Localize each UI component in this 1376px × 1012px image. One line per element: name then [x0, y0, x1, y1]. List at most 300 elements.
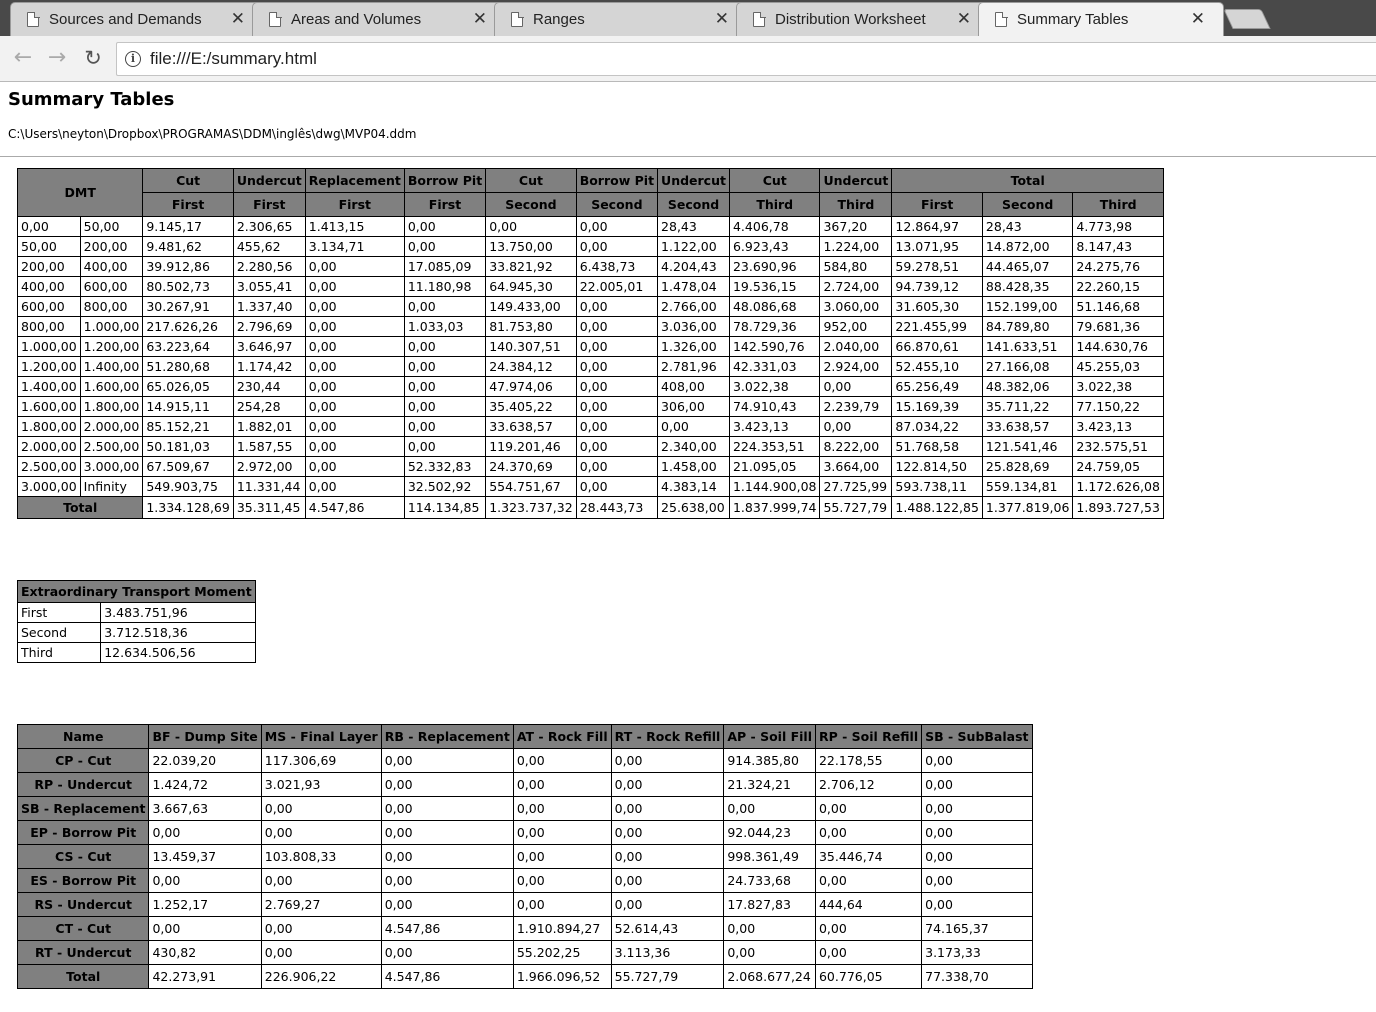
- value-cell: 12.864,97: [892, 217, 983, 237]
- value-cell: 35.405,22: [486, 397, 577, 417]
- dmt-to-cell: Infinity: [80, 477, 143, 497]
- value-cell: 455,62: [233, 237, 305, 257]
- column-subheader: Third: [820, 193, 892, 217]
- row-label: CT - Cut: [18, 917, 149, 941]
- table-row: [18, 773, 1033, 797]
- value-cell: 122.814,50: [892, 457, 983, 477]
- column-subheader: Second: [486, 193, 577, 217]
- column-group-header: Total: [892, 169, 1164, 193]
- table-row: [18, 603, 256, 623]
- value-cell: 17.827,83: [724, 893, 816, 917]
- column-subheader: First: [143, 193, 234, 217]
- column-group-header: Borrow Pit: [404, 169, 485, 193]
- total-cell: 1.377.819,06: [982, 497, 1073, 519]
- value-cell: 0,00: [381, 821, 513, 845]
- value-cell: 1.252,17: [149, 893, 261, 917]
- row-label: EP - Borrow Pit: [18, 821, 149, 845]
- tab-sources-and-demands[interactable]: [10, 2, 264, 36]
- value-cell: 0,00: [513, 797, 611, 821]
- value-cell: 408,00: [658, 377, 730, 397]
- value-cell: 3.113,36: [611, 941, 724, 965]
- value-cell: 0,00: [261, 869, 381, 893]
- value-cell: 952,00: [820, 317, 892, 337]
- value-cell: 1.882,01: [233, 417, 305, 437]
- value-cell: 0,00: [305, 397, 404, 417]
- value-cell: 52.614,43: [611, 917, 724, 941]
- column-subheader: Second: [658, 193, 730, 217]
- value-cell: 1.458,00: [658, 457, 730, 477]
- value-cell: 22.039,20: [149, 749, 261, 773]
- value-cell: 21.324,21: [724, 773, 816, 797]
- value-cell: 0,00: [576, 457, 657, 477]
- value-cell: 230,44: [233, 377, 305, 397]
- forward-arrow-icon[interactable]: →: [47, 45, 67, 70]
- dmt-to-cell: 50,00: [80, 217, 143, 237]
- value-cell: 28,43: [658, 217, 730, 237]
- column-group-header: Cut: [486, 169, 577, 193]
- row-label: CP - Cut: [18, 749, 149, 773]
- dmt-from-cell: 1.800,00: [18, 417, 81, 437]
- value-cell: 64.945,30: [486, 277, 577, 297]
- total-cell: 1.893.727,53: [1073, 497, 1164, 519]
- value-cell: 4.204,43: [658, 257, 730, 277]
- value-cell: 24.733,68: [724, 869, 816, 893]
- tab-summary-tables[interactable]: [978, 2, 1224, 36]
- value-cell: 33.638,57: [982, 417, 1073, 437]
- value-cell: 2.766,00: [658, 297, 730, 317]
- value-cell: 0,00: [381, 773, 513, 797]
- row-label: RS - Undercut: [18, 893, 149, 917]
- total-cell: 35.311,45: [233, 497, 305, 519]
- value-cell: 2.068.677,24: [724, 965, 816, 989]
- value-cell: 0,00: [576, 297, 657, 317]
- value-cell: 6.438,73: [576, 257, 657, 277]
- table-row: [18, 377, 1164, 397]
- value-cell: 2.340,00: [658, 437, 730, 457]
- value-cell: 4.547,86: [381, 917, 513, 941]
- table-row: [18, 623, 256, 643]
- value-cell: 2.239,79: [820, 397, 892, 417]
- value-cell: 0,00: [513, 821, 611, 845]
- value-cell: 21.095,05: [729, 457, 820, 477]
- dmt-from-cell: 1.400,00: [18, 377, 81, 397]
- value-cell: 3.646,97: [233, 337, 305, 357]
- page-icon: [27, 12, 39, 27]
- total-cell: 25.638,00: [658, 497, 730, 519]
- value-cell: 0,00: [724, 941, 816, 965]
- value-cell: 35.446,74: [815, 845, 921, 869]
- value-cell: 27.725,99: [820, 477, 892, 497]
- value-cell: 0,00: [404, 437, 485, 457]
- value-cell: 23.690,96: [729, 257, 820, 277]
- value-cell: 11.180,98: [404, 277, 485, 297]
- value-cell: 52.455,10: [892, 357, 983, 377]
- value-cell: 24.370,69: [486, 457, 577, 477]
- close-icon[interactable]: ✕: [230, 9, 245, 29]
- total-cell: 4.547,86: [305, 497, 404, 519]
- value-cell: 13.750,00: [486, 237, 577, 257]
- column-subheader: First: [305, 193, 404, 217]
- value-cell: 1.587,55: [233, 437, 305, 457]
- column-group-header: Cut: [729, 169, 820, 193]
- value-cell: 2.796,69: [233, 317, 305, 337]
- column-header: RP - Soil Refill: [815, 725, 921, 749]
- total-cell: 1.323.737,32: [486, 497, 577, 519]
- column-subheader: Third: [1073, 193, 1164, 217]
- tab-label: Ranges: [533, 11, 585, 28]
- table-row: [18, 277, 1164, 297]
- value-cell: 1.172.626,08: [1073, 477, 1164, 497]
- value-cell: 4.383,14: [658, 477, 730, 497]
- reload-icon[interactable]: ↻: [84, 46, 102, 70]
- table-row: [18, 257, 1164, 277]
- column-group-header: Replacement: [305, 169, 404, 193]
- value-cell: 0,00: [611, 869, 724, 893]
- dmt-to-cell: 1.800,00: [80, 397, 143, 417]
- tab-areas-and-volumes[interactable]: [252, 2, 506, 36]
- value-cell: 584,80: [820, 257, 892, 277]
- dmt-from-cell: 400,00: [18, 277, 81, 297]
- close-icon[interactable]: ✕: [1190, 9, 1205, 29]
- url-text: file:///E:/summary.html: [150, 49, 317, 68]
- value-cell: 0,00: [486, 217, 577, 237]
- close-icon[interactable]: ✕: [472, 9, 487, 29]
- value-cell: 0,00: [611, 773, 724, 797]
- table-row: [18, 917, 1033, 941]
- value-cell: 0,00: [305, 317, 404, 337]
- dmt-to-cell: 600,00: [80, 277, 143, 297]
- value-cell: 0,00: [305, 277, 404, 297]
- value-cell: 0,00: [815, 917, 921, 941]
- total-cell: 1.334.128,69: [143, 497, 234, 519]
- value-cell: 33.638,57: [486, 417, 577, 437]
- total-cell: 28.443,73: [576, 497, 657, 519]
- table-row: [18, 437, 1164, 457]
- info-icon[interactable]: i: [125, 51, 141, 67]
- value-cell: 0,00: [922, 869, 1032, 893]
- value-cell: 140.307,51: [486, 337, 577, 357]
- address-bar[interactable]: [116, 42, 1376, 76]
- tab-label: Sources and Demands: [49, 11, 202, 28]
- value-cell: 3.173,33: [922, 941, 1032, 965]
- value-cell: 0,00: [922, 821, 1032, 845]
- value-cell: 9.481,62: [143, 237, 234, 257]
- column-subheader: First: [404, 193, 485, 217]
- column-subheader: First: [892, 193, 983, 217]
- value-cell: 35.711,22: [982, 397, 1073, 417]
- value-cell: 22.005,01: [576, 277, 657, 297]
- dmt-to-cell: 1.600,00: [80, 377, 143, 397]
- value-cell: 42.331,03: [729, 357, 820, 377]
- dmt-from-cell: 1.000,00: [18, 337, 81, 357]
- column-subheader: Third: [729, 193, 820, 217]
- tab-distribution-worksheet[interactable]: [736, 2, 990, 36]
- dmt-to-cell: 2.000,00: [80, 417, 143, 437]
- back-arrow-icon[interactable]: ←: [13, 45, 33, 70]
- value-cell: 0,00: [305, 417, 404, 437]
- value-cell: 3.055,41: [233, 277, 305, 297]
- value-cell: 0,00: [305, 297, 404, 317]
- value-cell: 3.423,13: [1073, 417, 1164, 437]
- value-cell: 1.122,00: [658, 237, 730, 257]
- value-cell: 45.255,03: [1073, 357, 1164, 377]
- moment-value: 12.634.506,56: [101, 643, 256, 663]
- moment-value: 3.712.518,36: [101, 623, 256, 643]
- value-cell: 0,00: [513, 869, 611, 893]
- dmt-from-cell: 0,00: [18, 217, 81, 237]
- dmt-to-cell: 400,00: [80, 257, 143, 277]
- column-header: RT - Rock Refill: [611, 725, 724, 749]
- value-cell: 1.326,00: [658, 337, 730, 357]
- dmt-from-cell: 50,00: [18, 237, 81, 257]
- value-cell: 0,00: [820, 377, 892, 397]
- value-cell: 121.541,46: [982, 437, 1073, 457]
- value-cell: 2.781,96: [658, 357, 730, 377]
- value-cell: 3.664,00: [820, 457, 892, 477]
- dmt-from-cell: 1.200,00: [18, 357, 81, 377]
- tab-label: Areas and Volumes: [291, 11, 422, 28]
- value-cell: 2.769,27: [261, 893, 381, 917]
- value-cell: 226.906,22: [261, 965, 381, 989]
- column-group-header: Undercut: [820, 169, 892, 193]
- value-cell: 0,00: [611, 749, 724, 773]
- value-cell: 14.915,11: [143, 397, 234, 417]
- column-subheader: First: [233, 193, 305, 217]
- value-cell: 0,00: [576, 357, 657, 377]
- column-group-header: Borrow Pit: [576, 169, 657, 193]
- value-cell: 74.165,37: [922, 917, 1032, 941]
- value-cell: 48.086,68: [729, 297, 820, 317]
- value-cell: 3.134,71: [305, 237, 404, 257]
- value-cell: 8.222,00: [820, 437, 892, 457]
- value-cell: 0,00: [576, 417, 657, 437]
- new-tab-button[interactable]: [1223, 9, 1270, 29]
- value-cell: 1.424,72: [149, 773, 261, 797]
- value-cell: 0,00: [305, 257, 404, 277]
- value-cell: 59.278,51: [892, 257, 983, 277]
- dmt-from-cell: 2.500,00: [18, 457, 81, 477]
- column-header: RB - Replacement: [381, 725, 513, 749]
- value-cell: 63.223,64: [143, 337, 234, 357]
- value-cell: 65.026,05: [143, 377, 234, 397]
- value-cell: 47.974,06: [486, 377, 577, 397]
- value-cell: 0,00: [305, 377, 404, 397]
- value-cell: 0,00: [149, 917, 261, 941]
- column-group-header: Undercut: [658, 169, 730, 193]
- file-path: C:\Users\neyton\Dropbox\PROGRAMAS\DDM\inglês\dwg\MVP04.ddm: [8, 127, 417, 141]
- value-cell: 430,82: [149, 941, 261, 965]
- table-row: [18, 317, 1164, 337]
- tab-ranges[interactable]: [494, 2, 748, 36]
- value-cell: 0,00: [381, 749, 513, 773]
- dmt-to-cell: 1.200,00: [80, 337, 143, 357]
- total-cell: 55.727,79: [820, 497, 892, 519]
- table-row: [18, 457, 1164, 477]
- value-cell: 0,00: [815, 797, 921, 821]
- value-cell: 51.280,68: [143, 357, 234, 377]
- value-cell: 0,00: [404, 397, 485, 417]
- value-cell: 50.181,03: [143, 437, 234, 457]
- value-cell: 0,00: [261, 821, 381, 845]
- value-cell: 0,00: [922, 893, 1032, 917]
- value-cell: 0,00: [149, 869, 261, 893]
- value-cell: 87.034,22: [892, 417, 983, 437]
- value-cell: 3.423,13: [729, 417, 820, 437]
- value-cell: 0,00: [724, 797, 816, 821]
- value-cell: 0,00: [576, 317, 657, 337]
- value-cell: 0,00: [381, 797, 513, 821]
- value-cell: 78.729,36: [729, 317, 820, 337]
- value-cell: 3.022,38: [1073, 377, 1164, 397]
- table-row: [18, 397, 1164, 417]
- moment-value: 3.483.751,96: [101, 603, 256, 623]
- value-cell: 52.332,83: [404, 457, 485, 477]
- value-cell: 0,00: [404, 357, 485, 377]
- order-label: Second: [18, 623, 101, 643]
- value-cell: 1.144.900,08: [729, 477, 820, 497]
- page-icon: [995, 12, 1007, 27]
- dmt-to-cell: 200,00: [80, 237, 143, 257]
- table-row: [18, 237, 1164, 257]
- value-cell: 0,00: [305, 337, 404, 357]
- table-row: [18, 845, 1033, 869]
- value-cell: 0,00: [611, 821, 724, 845]
- value-cell: 224.353,51: [729, 437, 820, 457]
- value-cell: 42.273,91: [149, 965, 261, 989]
- destination-summary-table: [17, 724, 1033, 989]
- value-cell: 2.724,00: [820, 277, 892, 297]
- value-cell: 74.910,43: [729, 397, 820, 417]
- order-label: Third: [18, 643, 101, 663]
- table-row: [18, 869, 1033, 893]
- value-cell: 79.681,36: [1073, 317, 1164, 337]
- value-cell: 0,00: [922, 773, 1032, 797]
- value-cell: 4.773,98: [1073, 217, 1164, 237]
- value-cell: 24.759,05: [1073, 457, 1164, 477]
- page-title: Summary Tables: [8, 89, 175, 110]
- dmt-to-cell: 2.500,00: [80, 437, 143, 457]
- column-header: BF - Dump Site: [149, 725, 261, 749]
- value-cell: 2.306,65: [233, 217, 305, 237]
- total-cell: 1.837.999,74: [729, 497, 820, 519]
- value-cell: 0,00: [261, 917, 381, 941]
- value-cell: 1.224,00: [820, 237, 892, 257]
- column-group-header: Cut: [143, 169, 234, 193]
- value-cell: 14.872,00: [982, 237, 1073, 257]
- value-cell: 0,00: [820, 417, 892, 437]
- row-label: RT - Undercut: [18, 941, 149, 965]
- total-cell: 114.134,85: [404, 497, 485, 519]
- value-cell: 232.575,51: [1073, 437, 1164, 457]
- value-cell: 60.776,05: [815, 965, 921, 989]
- value-cell: 0,00: [576, 377, 657, 397]
- table-row: [18, 941, 1033, 965]
- total-label: Total: [18, 497, 143, 519]
- value-cell: 22.178,55: [815, 749, 921, 773]
- value-cell: 141.633,51: [982, 337, 1073, 357]
- close-icon[interactable]: ✕: [956, 9, 971, 29]
- value-cell: 0,00: [922, 797, 1032, 821]
- value-cell: 0,00: [261, 941, 381, 965]
- value-cell: 3.022,38: [729, 377, 820, 397]
- table-row: [18, 643, 256, 663]
- value-cell: 593.738,11: [892, 477, 983, 497]
- value-cell: 48.382,06: [982, 377, 1073, 397]
- column-header: AP - Soil Fill: [724, 725, 816, 749]
- value-cell: 24.275,76: [1073, 257, 1164, 277]
- table-row: [18, 417, 1164, 437]
- value-cell: 0,00: [261, 797, 381, 821]
- table-row: [18, 797, 1033, 821]
- value-cell: 55.202,25: [513, 941, 611, 965]
- dmt-from-cell: 600,00: [18, 297, 81, 317]
- value-cell: 0,00: [576, 437, 657, 457]
- value-cell: 3.036,00: [658, 317, 730, 337]
- value-cell: 0,00: [576, 337, 657, 357]
- page-icon: [269, 12, 281, 27]
- tab-strip: [0, 0, 1376, 36]
- table-row: [18, 821, 1033, 845]
- table-row: [18, 357, 1164, 377]
- row-label: SB - Replacement: [18, 797, 149, 821]
- dmt-from-cell: 2.000,00: [18, 437, 81, 457]
- value-cell: 0,00: [611, 797, 724, 821]
- value-cell: 0,00: [305, 437, 404, 457]
- value-cell: 31.605,30: [892, 297, 983, 317]
- value-cell: 55.727,79: [611, 965, 724, 989]
- value-cell: 13.459,37: [149, 845, 261, 869]
- value-cell: 24.384,12: [486, 357, 577, 377]
- value-cell: 1.174,42: [233, 357, 305, 377]
- value-cell: 3.021,93: [261, 773, 381, 797]
- value-cell: 84.789,80: [982, 317, 1073, 337]
- value-cell: 0,00: [513, 893, 611, 917]
- value-cell: 0,00: [404, 337, 485, 357]
- close-icon[interactable]: ✕: [714, 9, 729, 29]
- value-cell: 15.169,39: [892, 397, 983, 417]
- value-cell: 1.910.894,27: [513, 917, 611, 941]
- table-row: [18, 965, 1033, 989]
- value-cell: 0,00: [815, 941, 921, 965]
- value-cell: 0,00: [922, 845, 1032, 869]
- value-cell: 0,00: [815, 869, 921, 893]
- value-cell: 0,00: [576, 397, 657, 417]
- value-cell: 0,00: [513, 773, 611, 797]
- value-cell: 0,00: [404, 237, 485, 257]
- value-cell: 2.040,00: [820, 337, 892, 357]
- value-cell: 3.667,63: [149, 797, 261, 821]
- dmt-from-cell: 1.600,00: [18, 397, 81, 417]
- value-cell: 998.361,49: [724, 845, 816, 869]
- value-cell: 25.828,69: [982, 457, 1073, 477]
- dmt-from-cell: 200,00: [18, 257, 81, 277]
- value-cell: 0,00: [305, 357, 404, 377]
- value-cell: 4.547,86: [381, 965, 513, 989]
- value-cell: 51.768,58: [892, 437, 983, 457]
- value-cell: 19.536,15: [729, 277, 820, 297]
- value-cell: 51.146,68: [1073, 297, 1164, 317]
- value-cell: 0,00: [381, 869, 513, 893]
- value-cell: 2.972,00: [233, 457, 305, 477]
- value-cell: 0,00: [381, 845, 513, 869]
- dmt-from-cell: 3.000,00: [18, 477, 81, 497]
- value-cell: 0,00: [513, 749, 611, 773]
- value-cell: 0,00: [611, 845, 724, 869]
- value-cell: 0,00: [404, 297, 485, 317]
- value-cell: 306,00: [658, 397, 730, 417]
- order-label: First: [18, 603, 101, 623]
- value-cell: 65.256,49: [892, 377, 983, 397]
